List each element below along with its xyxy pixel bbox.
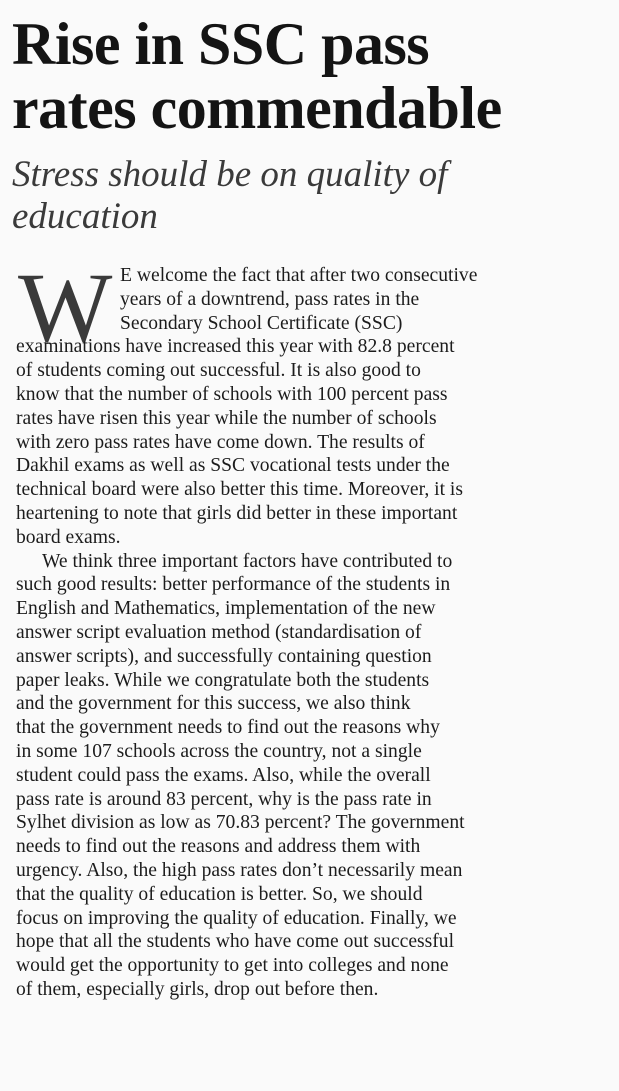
text-line: focus on improving the quality of education. Finally, we <box>16 907 457 929</box>
text-line: pass rate is around 83 percent, why is the pass rate in <box>16 788 432 810</box>
text-line: in some 107 schools across the country, not a single <box>16 740 422 762</box>
text-line: heartening to note that girls did better in these important <box>16 502 458 524</box>
subheadline-line: education <box>12 196 158 237</box>
text-line: examinations have increased this year with 82.8 percent <box>16 336 455 358</box>
text-line: answer scripts), and successfully containing question <box>16 645 432 667</box>
text-line: that the quality of education is better. So, we should <box>16 883 423 905</box>
text-line: Dakhil exams as well as SSC vocational tests under the <box>16 455 450 477</box>
text-line: years of a downtrend, pass rates in the <box>120 288 420 310</box>
paragraph-1 <box>16 264 612 550</box>
text-line: and the government for this success, we also think <box>16 693 411 715</box>
text-line: of them, especially girls, drop out before then. <box>16 978 379 1000</box>
text-line: Sylhet division as low as 70.83 percent? The government <box>16 812 465 834</box>
paragraph-2 <box>16 550 612 1002</box>
text-line: rates have risen this year while the number of schools <box>16 407 437 429</box>
text-line: of students coming out successful. It is also good to <box>16 360 421 382</box>
text-line: needs to find out the reasons and address them with <box>16 836 421 858</box>
subheadline-line: Stress should be on quality of <box>12 154 448 195</box>
text-line: urgency. Also, the high pass rates don’t necessarily mean <box>16 859 463 881</box>
text-line: E welcome the fact that after two consecutive <box>120 265 478 286</box>
headline <box>12 12 612 140</box>
text-line: student could pass the exams. Also, while the overall <box>16 764 431 786</box>
text-line: English and Mathematics, implementation of the new <box>16 598 436 620</box>
subheadline <box>12 154 612 238</box>
text-line: with zero pass rates have come down. The results of <box>16 431 425 453</box>
headline-line: Rise in SSC pass <box>12 11 430 77</box>
text-line: board exams. <box>16 526 121 548</box>
text-line: We think three important factors have contributed to <box>42 550 453 572</box>
headline-line: rates commendable <box>12 75 502 141</box>
text-line: would get the opportunity to get into colleges and none <box>16 955 449 977</box>
text-line: technical board were also better this time. Moreover, it is <box>16 479 464 501</box>
text-line: such good results: better performance of the students in <box>16 574 451 596</box>
text-line: Secondary School Certificate (SSC) <box>120 312 403 334</box>
text-line: know that the number of schools with 100 percent pass <box>16 383 448 405</box>
text-line: hope that all the students who have come out successful <box>16 931 455 953</box>
text-line: answer script evaluation method (standardisation of <box>16 621 422 643</box>
text-line: that the government needs to find out the reasons why <box>16 717 440 739</box>
text-line: paper leaks. While we congratulate both the students <box>16 669 430 691</box>
drop-cap: W <box>18 252 113 363</box>
article-body <box>16 264 612 1002</box>
